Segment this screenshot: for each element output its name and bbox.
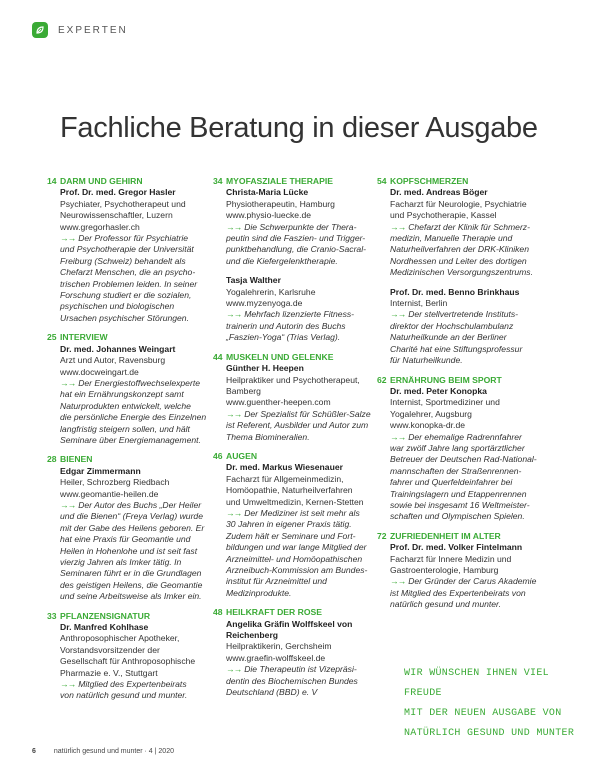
expert-description-line [390, 267, 566, 278]
expert-description-line [226, 554, 386, 565]
section-page-number: 34 [213, 176, 223, 186]
expert-info-line: Internist, Berlin [390, 298, 448, 309]
expert-info-line: Heiler, Schrozberg Riedbach [60, 477, 170, 488]
description-text: von natürlich gesund und munter. [60, 690, 188, 701]
expert-info-line: Facharzt für Allgemeinmedizin, [226, 473, 344, 484]
expert-entry [390, 542, 566, 610]
expert-info-line: www.guenther-heepen.com [226, 397, 331, 408]
expert-info-line: www.geomantie-heilen.de [60, 488, 159, 499]
expert-name: Tasja Walther [226, 275, 281, 286]
expert-description-line [390, 511, 566, 522]
section-title: MYOFASZIALE THERAPIE [226, 176, 333, 186]
arrow-icon: →→ [226, 664, 242, 675]
expert-info-line: www.physio-luecke.de [226, 210, 312, 221]
description-text: Die Schwerpunkte der Thera- [244, 221, 357, 232]
expert-description-line [60, 389, 220, 400]
expert-info-line: Facharzt für Innere Medizin und [390, 553, 512, 564]
section-title: DARM UND GEHIRN [60, 176, 143, 186]
expert-info-line: Vorstandsvorsitzender der [60, 644, 160, 655]
expert-description-line [60, 690, 220, 701]
description-text: Naturheilverfahren der DRK-Kliniken [390, 244, 529, 255]
expert-section [213, 450, 386, 599]
description-text: Medizinischen Versorgungszentrums. [390, 267, 533, 278]
section-heading [213, 176, 386, 187]
arrow-icon: →→ [60, 679, 76, 690]
handwritten-note [404, 664, 584, 744]
expert-description-line [226, 519, 386, 530]
description-text: Der stellvertretende Instituts- [408, 309, 519, 320]
section-heading [47, 454, 220, 465]
expert-description-line [390, 466, 566, 477]
expert-description-line [390, 332, 566, 343]
section-heading [213, 450, 386, 462]
handwritten-line: MIT DER NEUEN AUSGABE VON [404, 708, 562, 719]
expert-info-line: Psychiater, Psychotherapeut und [60, 198, 186, 209]
expert-info-line: Yogalehrer, Augsburg [390, 408, 472, 419]
expert-name: Dr. Manfred Kohlhase [60, 622, 149, 633]
section-page-number: 44 [213, 351, 223, 362]
expert-description-line [390, 576, 566, 587]
arrow-icon: →→ [226, 309, 242, 320]
arrow-icon: →→ [226, 221, 242, 232]
expert-description-line [226, 222, 386, 233]
description-text: natürlich gesund und munter. [390, 599, 501, 610]
expert-entry [60, 187, 220, 324]
expert-description-line [60, 267, 220, 278]
description-text: hat eine Praxis für Geomantie und [60, 534, 191, 545]
expert-description-line [390, 477, 566, 488]
description-text: dentin des Biochemischen Bundes [226, 675, 358, 686]
arrow-icon: →→ [226, 507, 242, 518]
description-text: und Psychotherapie der Universität [60, 244, 194, 255]
expert-description-line [226, 256, 386, 267]
section-page-number: 28 [47, 454, 57, 465]
expert-name: Günther H. Heepen [226, 363, 304, 374]
expert-description-line [226, 420, 386, 431]
expert-description-line [60, 511, 220, 522]
description-text: ist Mitglied des Expertenbeirats von [390, 587, 526, 598]
column-3 [377, 176, 566, 619]
expert-description-line [60, 546, 220, 557]
description-text: Nordhessen und Leiter des dortigen [390, 255, 527, 266]
expert-description-line [60, 244, 220, 255]
expert-info-line: Internist, Sportmediziner und [390, 397, 500, 408]
expert-info-line: www.myzenyoga.de [226, 298, 303, 309]
expert-name: Prof. Dr. med. Volker Fintelmann [390, 542, 523, 553]
description-text: mit der Gabe des Heilens geboren. Er [60, 522, 205, 533]
section-page-number: 62 [377, 374, 387, 385]
expert-info-line: Yogalehrerin, Karlsruhe [226, 286, 316, 297]
expert-description-line [390, 233, 566, 244]
expert-description-line [60, 424, 220, 435]
leaf-icon [32, 22, 48, 38]
description-text: Arzneibuch-Kommission am Bundes- [226, 565, 368, 575]
description-text: Zudem hält er Seminare und Fort- [226, 530, 356, 541]
expert-section [47, 454, 220, 602]
description-text: Der Autor des Buchs „Der Heiler [78, 499, 202, 510]
expert-description-line [390, 222, 566, 233]
expert-description-line [60, 591, 220, 602]
description-text: Charité hat eine Stiftungsprofessur [390, 343, 523, 354]
arrow-icon: →→ [60, 499, 76, 510]
expert-info-line: www.graefin-wolffskeel.de [226, 652, 326, 663]
description-text: peutin sind die Faszien- und Trigger- [226, 233, 366, 244]
expert-info-line: Heilpraktiker und Psychotherapeut, [226, 374, 360, 385]
expert-section [213, 607, 386, 698]
section-title: ZUFRIEDENHEIT IM ALTER [390, 530, 501, 541]
expert-info-line: Homöopathie, Naturheilverfahren [226, 485, 353, 496]
expert-entry [226, 187, 386, 267]
expert-info-line: und Psychotherapie, Kassel [390, 210, 497, 221]
description-text: Die Therapeutin ist Vizepräsi- [244, 664, 357, 675]
magazine-issue: natürlich gesund und munter · 4 | 2020 [53, 748, 174, 755]
section-title: BIENEN [60, 454, 93, 465]
expert-info-line: Facharzt für Neurologie, Psychiatrie [390, 198, 527, 209]
section-page-number: 54 [377, 176, 387, 186]
expert-section [47, 332, 220, 446]
description-text: Der Mediziner ist seit mehr als [244, 507, 360, 518]
expert-entry [390, 287, 566, 367]
description-text: Naturheilkunde an der Berliner [390, 332, 507, 343]
expert-description-line [60, 523, 220, 534]
expert-description-line [60, 279, 220, 290]
page-header [32, 22, 128, 38]
description-text: medizin, Manuelle Therapie und [390, 233, 513, 244]
expert-entry [390, 187, 566, 278]
section-page-number: 14 [47, 176, 57, 186]
description-text: und die Bienen“ (Freya Verlag) wurde [60, 511, 203, 522]
expert-description-line [60, 534, 220, 545]
expert-description-line [60, 435, 220, 446]
arrow-icon: →→ [390, 576, 406, 587]
section-title: KOPFSCHMERZEN [390, 176, 469, 186]
expert-info-line: Gesellschaft für Anthroposophische [60, 656, 196, 667]
section-page-number: 72 [377, 530, 387, 541]
description-text: Der Energiestoffwechselexperte [78, 377, 200, 388]
section-title: ERNÄHRUNG BEIM SPORT [390, 374, 502, 385]
expert-info-line: Bamberg [226, 385, 261, 396]
description-text: Forschung studiert er die sozialen, [60, 290, 192, 301]
section-heading [377, 176, 566, 187]
description-text: trischen Problemen leiden. In seiner [60, 278, 198, 289]
expert-name: Dr. med. Peter Konopka [390, 385, 487, 396]
arrow-icon: →→ [390, 309, 406, 320]
expert-description-line [226, 687, 386, 698]
expert-name: Prof. Dr. med. Benno Brinkhaus [390, 286, 520, 297]
expert-description-line [226, 664, 386, 675]
expert-description-line [226, 244, 386, 255]
expert-description-line [226, 676, 386, 687]
expert-description-line [60, 233, 220, 244]
expert-entry [226, 275, 386, 343]
description-text: trainerin und Autorin des Buchs [226, 320, 346, 331]
expert-name: Prof. Dr. med. Gregor Hasler [60, 187, 176, 198]
page-footer [32, 748, 174, 755]
description-text: Mitglied des Expertenbeirats [78, 679, 187, 690]
expert-description-line [226, 531, 386, 542]
expert-section [47, 176, 220, 324]
description-text: ist Referent, Ausbilder und Autor zum [226, 420, 369, 431]
expert-info-line: Heilpraktikerin, Gerchsheim [226, 641, 332, 652]
page-number: 6 [32, 748, 36, 755]
arrow-icon: →→ [390, 221, 406, 232]
expert-description-line [390, 256, 566, 267]
expert-description-line [60, 290, 220, 301]
expert-description-line [390, 432, 566, 443]
description-text: Chefarzt der Klinik für Schmerz- [408, 221, 530, 232]
section-title: PFLANZENSIGNATUR [60, 610, 151, 621]
section-page-number: 46 [213, 450, 223, 461]
expert-info-line: www.konopka-dr.de [390, 420, 465, 431]
expert-description-line [390, 454, 566, 465]
expert-section [213, 176, 386, 344]
section-page-number: 25 [47, 332, 57, 343]
description-text: Der Spezialist für Schüßler-Salze [244, 408, 371, 419]
expert-description-line [226, 508, 386, 519]
expert-description-line [226, 542, 386, 553]
expert-entry [226, 363, 386, 443]
description-text: Naturprodukten entwickelt, welche [60, 400, 191, 411]
description-text: langfristig steigern sollen, und hält [60, 423, 190, 434]
page-title: Fachliche Beratung in dieser Ausgabe [60, 112, 538, 144]
section-label: EXPERTEN [58, 24, 128, 36]
expert-description-line [226, 576, 386, 587]
expert-description-line [60, 401, 220, 412]
expert-description-line [390, 500, 566, 511]
section-heading [377, 374, 566, 386]
description-text: hat ein Ernährungskonzept samt [60, 389, 184, 400]
description-text: punktbehandlung, die Cranio-Sacral- [226, 244, 366, 255]
description-text: Betreuer der Deutschen Rad-National- [390, 454, 537, 465]
expert-description-line [226, 321, 386, 332]
section-heading [47, 176, 220, 187]
expert-info-line: www.docweingart.de [60, 366, 139, 377]
description-text: Thema Biomineralien. [226, 431, 310, 442]
description-text: für Naturheilkunde. [390, 355, 463, 366]
arrow-icon: →→ [390, 431, 406, 442]
expert-description-line [60, 557, 220, 568]
arrow-icon: →→ [60, 233, 76, 244]
description-text: vierzig Jahren als Imker tätig. In [60, 557, 182, 567]
expert-section [213, 351, 386, 443]
expert-section [377, 374, 566, 523]
description-text: schaften und Olympischen Spielen. [390, 511, 525, 522]
expert-description-line [390, 355, 566, 366]
expert-name: Angelika Gräfin Wolffskeel von Reichenberg [226, 618, 353, 641]
column-1 [47, 176, 220, 710]
expert-description-line [60, 500, 220, 511]
expert-description-line [390, 244, 566, 255]
expert-description-line [226, 309, 386, 320]
section-heading [377, 530, 566, 542]
expert-description-line [226, 409, 386, 420]
expert-description-line [60, 412, 220, 423]
column-2 [213, 176, 386, 706]
description-text: fahrer und Querfeldeinfahrer bei [390, 477, 513, 488]
description-text: Der Gründer der Carus Akademie [408, 576, 537, 587]
expert-description-line [60, 580, 220, 591]
expert-description-line [390, 489, 566, 500]
description-text: Chefarzt Menschen, die an psycho- [60, 267, 196, 278]
expert-description-line [60, 313, 220, 324]
expert-info-line: Arzt und Autor, Ravensburg [60, 355, 166, 366]
description-text: 30 Jahren in eigener Praxis tätig. [226, 519, 352, 530]
description-text: institut für Arzneimittel und [226, 576, 327, 587]
handwritten-line: NATÜRLICH GESUND UND MUNTER [404, 728, 575, 739]
section-page-number: 48 [213, 607, 223, 618]
expert-section [377, 176, 566, 367]
expert-description-line [390, 309, 566, 320]
expert-section [377, 530, 566, 611]
description-text: Der ehemalige Radrennfahrer [408, 431, 522, 442]
expert-entry [226, 619, 386, 699]
expert-description-line [226, 233, 386, 244]
section-title: INTERVIEW [60, 332, 108, 343]
expert-name: Dr. med. Andreas Böger [390, 187, 488, 198]
expert-info-line: Gastroenterologie, Hamburg [390, 565, 499, 575]
expert-name: Christa-Maria Lücke [226, 187, 309, 198]
description-text: Seminare über Energiemanagement. [60, 434, 201, 445]
description-text: Heilen in Hohenlohe und ist seit fast [60, 545, 198, 556]
expert-description-line [390, 344, 566, 355]
expert-name: Edgar Zimmermann [60, 465, 141, 476]
handwritten-line: WIR WÜNSCHEN IHNEN VIEL FREUDE [404, 668, 549, 699]
description-text: Medizinprodukte. [226, 587, 292, 598]
expert-description-line [390, 588, 566, 599]
description-text: sowie bei insgesamt 16 Weltmeister- [390, 499, 530, 510]
description-text: Ursachen psychischer Störungen. [60, 312, 189, 323]
description-text: „Faszien-Yoga“ (Trias Verlag). [226, 332, 341, 343]
expert-description-line [60, 679, 220, 690]
section-title: MUSKELN UND GELENKE [226, 351, 334, 362]
expert-name: Dr. med. Markus Wiesenauer [226, 462, 343, 473]
expert-description-line [226, 332, 386, 343]
expert-entry [60, 344, 220, 447]
expert-description-line [390, 321, 566, 332]
section-heading [213, 607, 386, 618]
description-text: bildungen und war lange Mitglied der [226, 542, 367, 553]
description-text: und seine Arbeitsweise als Imker ein. [60, 591, 202, 602]
expert-entry [60, 466, 220, 603]
expert-name: Dr. med. Johannes Weingart [60, 343, 176, 354]
description-text: direktor der Hochschulambulanz [390, 320, 514, 331]
section-heading [47, 332, 220, 343]
expert-description-line [60, 378, 220, 389]
description-text: Arzneimittel- und Homöopathischen [226, 553, 363, 564]
section-title: AUGEN [226, 450, 258, 461]
expert-info-line: Neurowissenschaftler, Luzern [60, 210, 173, 221]
expert-description-line [60, 301, 220, 312]
expert-description-line [226, 432, 386, 443]
expert-entry [390, 386, 566, 523]
section-page-number: 33 [47, 610, 57, 621]
arrow-icon: →→ [60, 377, 76, 388]
description-text: des geistigen Heilens, die Geomantie [60, 579, 203, 590]
expert-description-line [60, 256, 220, 267]
expert-info-line: und Umweltmedizin, Kernen-Stetten [226, 496, 364, 507]
description-text: mannschaften der Straßenrennen- [390, 465, 522, 476]
expert-entry [60, 622, 220, 702]
expert-info-line: Physiotherapeutin, Hamburg [226, 198, 335, 209]
expert-entry [226, 462, 386, 599]
section-heading [213, 351, 386, 363]
arrow-icon: →→ [226, 408, 242, 419]
expert-info-line: Anthroposophischer Apotheker, [60, 633, 180, 644]
expert-description-line [60, 568, 220, 579]
description-text: Der Professor für Psychiatrie [78, 233, 189, 244]
description-text: Freiburg (Schweiz) behandelt als [60, 255, 186, 266]
description-text: und die Kiefergelenktherapie. [226, 255, 338, 266]
expert-description-line [226, 565, 386, 576]
expert-description-line [390, 443, 566, 454]
description-text: Mehrfach lizenzierte Fitness- [244, 309, 355, 320]
section-title: HEILKRAFT DER ROSE [226, 607, 322, 618]
description-text: Trainingslagern und Etappenrennen [390, 488, 527, 499]
description-text: Deutschland (BBD) e. V [226, 687, 318, 698]
description-text: die persönliche Energie des Einzelnen [60, 412, 207, 423]
expert-info-line: www.gregorhasler.ch [60, 221, 140, 232]
description-text: Seminaren führt er in die Grundlagen [60, 568, 202, 579]
expert-info-line: Pharmazie e. V., Stuttgart [60, 667, 158, 678]
expert-description-line [226, 588, 386, 599]
description-text: war zwölf Jahre lang sportärztlicher [390, 442, 525, 453]
expert-description-line [390, 599, 566, 610]
description-text: psychischen und biologischen [60, 301, 175, 312]
